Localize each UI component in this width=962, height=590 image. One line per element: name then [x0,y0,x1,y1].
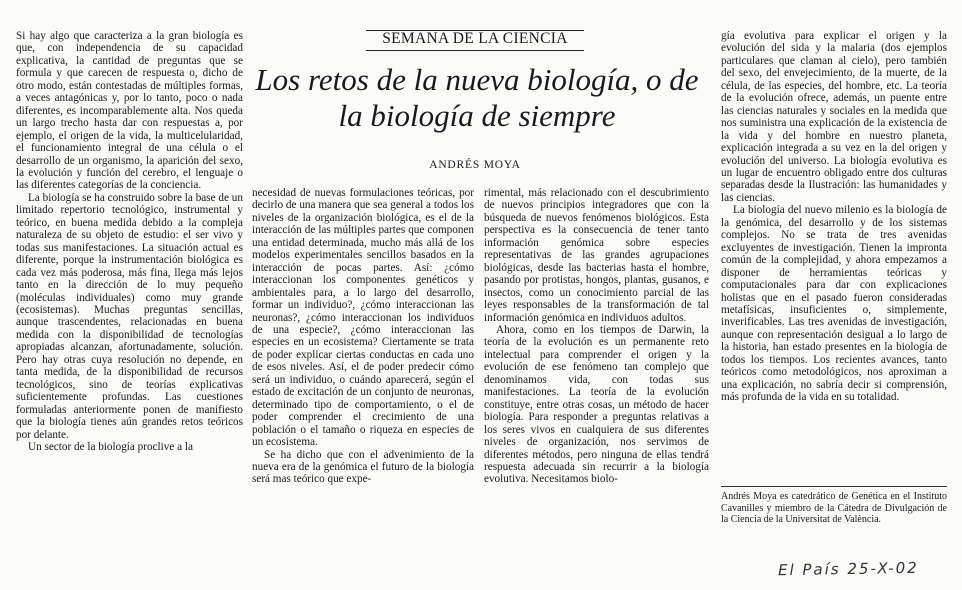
section-header: SEMANA DE LA CIENCIA [382,30,568,47]
text-column-4 [721,30,947,404]
text-column-3 [484,187,709,486]
section-rule-bottom [366,50,584,51]
paragraph: Un sector de la biología proclive a la [28,440,193,453]
text-column-1 [16,30,243,453]
paragraph: gía evolutiva para explicar el origen y la evolución del sida y la malaria (dos ejemplos particulares que claman al cielo), pero también del sexo, del envejecimiento, de la muerte, de la célula, de las especies, del hombre, etc. La teoría de la evolución ofrece, además, un puente entre las ciencias naturales y sociales en la medida que nos suministra una explicación de la existencia de la vida y del hombre en nuestro planeta, explicación integrada a su vez en la del origen y evolución del universo. La biología evolutiva es un lugar de encuentro obligado entre dos culturas separadas desde la Ilustración: las humanidades y las ciencias. [721,30,947,204]
paragraph: La biología del nuevo milenio es la biología de la genómica, del desarrollo y de los sistemas complejos. No se trata de tres avenidas excluyentes de investigación. Tienen la impronta común de la complejidad, y ahora empezamos a disponer de herramientas teóricas y computacionales para dar con explicaciones holistas que en el pasado fueron consideradas metafísicas, insuficientes o, simplemente, inverificables. Las tres avenidas de investigación, aunque con representación desigual a lo largo de la historia, han estado presentes en la biología de todos los tiempos. Los recientes avances, tanto teóricos como metodológicos, nos aproximan a una explicación, no sabría decir si comprensión, más profunda de la vida en su totalidad. [721,204,947,404]
paragraph: Se ha dicho que con el advenimiento de la nueva era de la genómica el futuro de la biología será mas teórico que expe- [252,448,474,486]
paragraph: rimental, más relacionado con el descubrimiento de nuevos principios integradores que con la búsqueda de nuevos fenómenos biológicos. Esta perspectiva es la consecuencia de tener tanto información genómica sobre especies representativas de las grandes agrupaciones biológicas, desde las bacterias hasta el hombre, pasando por protistas, hongos, plantas, gusanos, e insectos, como un conocimiento parcial de las leyes responsables de la transformación de tal información genómica en individuos adultos. [484,187,709,324]
handwritten-date-note: El País 25-X-02 [777,558,919,580]
paragraph: La biología se ha construido sobre la base de un limitado repertorio tecnológico, instrumental y teórico, en buena medida debido a la compleja naturaleza de su objeto de estudio: el ser vivo y todas sus manifestaciones. La situación actual es diferente, porque la instrumentación biológica es cada vez más poderosa, más fina, llega más lejos tanto en la dirección de lo muy pequeño (moléculas individuales) como muy grande (ecosistemas). Muchas preguntas sencillas, aunque trascendentes, relacionadas en buena medida con la disponibilidad de tecnologías apropiadas alcanzan, afortunadamente, solución. Pero hay otras cuya resolución no depende, en tanta medida, de la disponibilidad de recursos tecnológicos, sino de teorías explicativas suficientemente profundas. Las cuestiones formuladas anteriormente ponen de manifiesto que la biología tienes aún grandes retos teóricos por delante. [16,191,243,441]
author-note-rule [721,486,947,487]
paragraph: necesidad de nuevas formulaciones teóricas, por decirlo de una manera que sea general a todos los niveles de la organización biológica, es el de la interacción de las múltiples partes que componen una entidad determinada, mucho más allá de los modelos experimentales sencillos basados en la interacción de pocas partes. Así: ¿cómo interaccionan los componentes genéticos y ambientales para, a lo largo del desarrollo, formar un individuo?, ¿cómo interaccionan las neuronas?, ¿cómo interaccionan los individuos de una especie?, ¿cómo interaccionan las especies en un ecosistema? Ciertamente se trata de poder explicar ciertas conductas en cada uno de esos niveles. Así, el de poder predecir cómo será un individuo, o cuándo aparecerá, según el estado de excitación de un conjunto de neuronas, determinado tipo de comportamiento, o el de poder comprender el crecimiento de una población o el tamaño o riqueza en especies de un ecosistema. [252,187,474,449]
paragraph: Si hay algo que caracteriza a la gran biología es que, con independencia de su capacidad explicativa, la cantidad de preguntas que se formula y que carecen de respuesta o, dicho de otro modo, están contestadas de múltiples formas, a veces antagónicas y, por lo tanto, poco o nada diferentes, es incomparablemente alta. Nos queda un largo trecho hasta dar con respuestas a, por ejemplo, el origen de la vida, la multicelularidad, el funcionamiento integral de una célula o el desarrollo de un organismo, la aparición del sexo, la evolución y función del cerebro, el lenguaje o las diferentes categorías de la conciencia. [16,30,243,192]
author-note: Andrés Moya es catedrático de Genética en el Instituto Cavanilles y miembro de la Cátedra de Divulgación de la Ciencia de la Universitat de València. [721,491,947,526]
headline: Los retos de la nueva biología, o de la biología de siempre [255,62,699,133]
paragraph: Ahora, como en los tiempos de Darwin, la teoría de la evolución es un permanente reto intelectual para comprender el origen y la evolución de ese fenómeno tan complejo que denominamos vida, con todas sus manifestaciones. La teoría de la evolución constituye, entre otras cosas, un método de hacer biología. Para responder a preguntas relativas a los seres vivos en cualquiera de sus diferentes niveles de organización, nos servimos de diferentes métodos, pero ninguna de ellas tendrá respuesta adecuada sin recurrir a la biología evolutiva. Necesitamos biolo- [484,323,709,486]
byline: ANDRÉS MOYA [429,159,521,171]
text-column-2 [252,187,474,486]
